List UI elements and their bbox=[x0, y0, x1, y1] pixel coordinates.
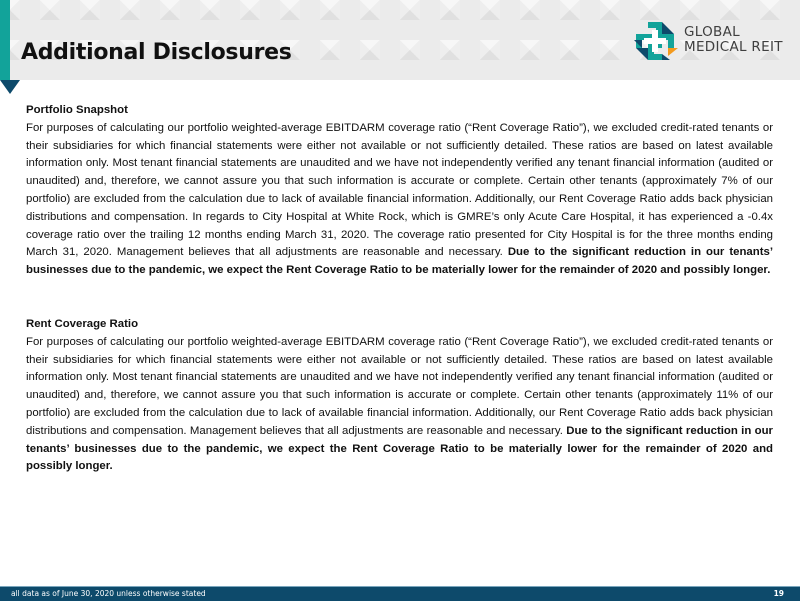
accent-arrow-icon bbox=[0, 80, 20, 94]
logo-line-2: MEDICAL REIT bbox=[684, 39, 783, 55]
disclosures-content bbox=[26, 102, 773, 512]
section-rent-coverage-ratio bbox=[26, 316, 773, 476]
page-number: 19 bbox=[773, 589, 784, 598]
section-portfolio-snapshot bbox=[26, 102, 773, 280]
section-body-text: For purposes of calculating our portfolio weighted-average EBITDARM coverage ratio (“Rent Coverage Ratio”), we excluded credit-rated tenants or their subsidiaries for which financial statements were either not available or not sufficiently detailed. These ratios are based on latest available information only. Most tenant financial statements are unaudited and we have not independently verified any tenant financial information (audited or unaudited) and, therefore, we cannot assure you that such information is accurate or complete. Certain other tenants (approximately 7% of our portfolio) are excluded from the calculation due to lack of available financial information. Additionally, our Rent Coverage Ratio adds back physician distributions and compensation. In regards to City Hospital at White Rock, which is GMRE’s only Acute Care Hospital, it has experienced a -0.4x coverage ratio over the trailing 12 months ending March 31, 2020. The coverage ratio presented for City Hospital is for the three months ending March 31, 2020. Management believes that all adjustments are reasonable and necessary. bbox=[26, 121, 773, 259]
footer-note: all data as of June 30, 2020 unless otherwise stated bbox=[11, 589, 206, 598]
logo-wordmark bbox=[684, 25, 783, 55]
section-bold-statement: Due to the significant reduction in our tenants’ businesses due to the pandemic, we expect the Rent Coverage Ratio to be materially lower for the remainder of 2020 and possibly longer. bbox=[26, 424, 773, 473]
section-heading: Rent Coverage Ratio bbox=[26, 317, 139, 330]
accent-bar bbox=[0, 0, 10, 80]
company-logo bbox=[632, 16, 792, 66]
section-body bbox=[26, 334, 773, 476]
section-body-text: For purposes of calculating our portfolio weighted-average EBITDARM coverage ratio (“Rent Coverage Ratio”), we excluded credit-rated tenants or their subsidiaries for which financial statements were either not available or not sufficiently detailed. These ratios are based on latest available information only. Most tenant financial statements are unaudited and we have not independently verified any tenant financial information (audited or unaudited) and, therefore, we cannot assure you that such information is accurate or complete. Certain other tenants (approximately 11% of our portfolio) are excluded from the calculation due to lack of available financial information. Additionally, our Rent Coverage Ratio adds back physician distributions and compensation. Management believes that all adjustments are reasonable and necessary. bbox=[26, 335, 773, 437]
page-title: Additional Disclosures bbox=[21, 40, 292, 65]
section-heading: Portfolio Snapshot bbox=[26, 104, 128, 116]
medical-cross-logo-icon bbox=[632, 18, 678, 64]
logo-line-1: GLOBAL bbox=[684, 24, 740, 40]
section-bold-statement: Due to the significant reduction in our tenants’ businesses due to the pandemic, we expect the Rent Coverage Ratio to be materially lower for the remainder of 2020 and possibly longer. bbox=[26, 246, 773, 277]
footer-bar bbox=[0, 586, 800, 601]
section-body bbox=[26, 120, 773, 280]
